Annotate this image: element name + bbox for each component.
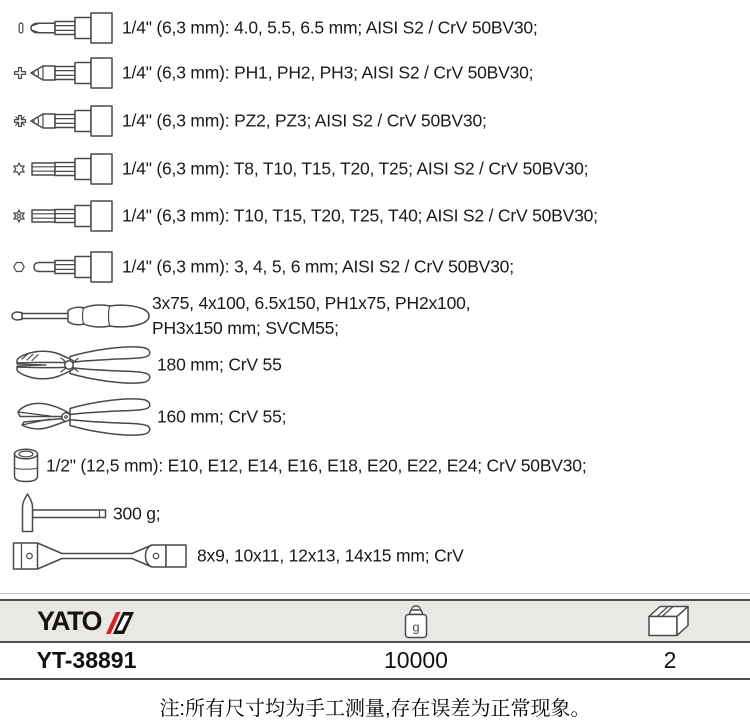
spec-table-header-row xyxy=(0,599,750,643)
spec-text-line1: 3x75, 4x100, 6.5x150, PH1x75, PH2x100, xyxy=(152,293,471,313)
bit-socket-drawing xyxy=(28,152,114,186)
spec-table-data-row xyxy=(0,643,750,680)
weight-icon xyxy=(401,601,431,641)
spec-text: 300 g; xyxy=(113,503,161,524)
weight-unit-label: g xyxy=(412,619,420,635)
slotted-tip-icon xyxy=(14,21,28,35)
model-number: YT-38891 xyxy=(36,647,137,673)
bit-socket-drawing xyxy=(28,250,114,284)
phillips-tip-icon xyxy=(13,66,27,80)
yato-logo xyxy=(37,606,136,637)
package-header-cell xyxy=(590,601,750,641)
measurement-note: 注:所有尺寸均为手工测量,存在误差为正常现象。 xyxy=(159,698,591,720)
bit-socket-drawing xyxy=(28,11,114,45)
pozidriv-tip-icon xyxy=(13,114,27,128)
empty-header-cell xyxy=(173,601,335,641)
torx-tip-icon xyxy=(12,162,26,176)
spec-text: 1/4" (6,3 mm): 3, 4, 5, 6 mm; AISI S2 / CrV 50BV30; xyxy=(122,256,514,277)
spec-text: 1/2" (12,5 mm): E10, E12, E14, E16, E18, E20, E22, E24; CrV 50BV30; xyxy=(46,455,587,476)
weight-header-cell xyxy=(335,601,497,641)
diagonal-cutters-drawing xyxy=(12,395,152,439)
empty-data-cell xyxy=(173,643,335,678)
weight-value: 10000 xyxy=(384,647,448,673)
bit-socket-drawing xyxy=(28,104,114,138)
hammer-drawing xyxy=(14,493,110,535)
package-quantity-cell xyxy=(590,643,750,678)
brand-name: YATO xyxy=(36,605,102,636)
empty-header-cell xyxy=(497,601,590,641)
brand-cell xyxy=(0,601,173,641)
bit-socket-drawing xyxy=(28,56,114,90)
hex-tip-icon xyxy=(12,260,26,274)
weight-value-cell xyxy=(335,643,497,678)
spec-table xyxy=(0,593,750,680)
tube-wrench-drawing xyxy=(12,538,190,574)
spec-text: 1/4" (6,3 mm): T10, T15, T20, T25, T40; AISI S2 / CrV 50BV30; xyxy=(122,205,598,226)
package-quantity: 2 xyxy=(663,647,677,673)
yato-logo-mark xyxy=(104,607,136,635)
empty-data-cell xyxy=(497,643,590,678)
spec-text: 1/4" (6,3 mm): PH1, PH2, PH3; AISI S2 / CrV 50BV30; xyxy=(122,62,534,83)
table-top-thin-rule xyxy=(0,593,750,594)
spec-text: 180 mm; CrV 55 xyxy=(157,354,282,375)
package-box-icon xyxy=(647,603,693,639)
spec-text: 1/4" (6,3 mm): PZ2, PZ3; AISI S2 / CrV 50BV30; xyxy=(122,110,487,131)
spec-text: 160 mm; CrV 55; xyxy=(157,406,287,427)
spec-text: 1/4" (6,3 mm): 4.0, 5.5, 6.5 mm; AISI S2 / CrV 50BV30; xyxy=(122,17,538,38)
combination-pliers-drawing xyxy=(12,342,152,388)
screwdriver-drawing xyxy=(10,298,152,334)
spec-text-line2: PH3x150 mm; SVCM55; xyxy=(152,318,339,338)
spec-text xyxy=(152,291,470,341)
spec-text: 8x9, 10x11, 12x13, 14x15 mm; CrV xyxy=(197,545,464,566)
model-cell xyxy=(0,643,173,678)
socket-drawing xyxy=(13,448,39,484)
tamper-torx-tip-icon xyxy=(12,209,26,223)
bit-socket-drawing xyxy=(28,199,114,233)
spec-text: 1/4" (6,3 mm): T8, T10, T15, T20, T25; AISI S2 / CrV 50BV30; xyxy=(122,158,589,179)
